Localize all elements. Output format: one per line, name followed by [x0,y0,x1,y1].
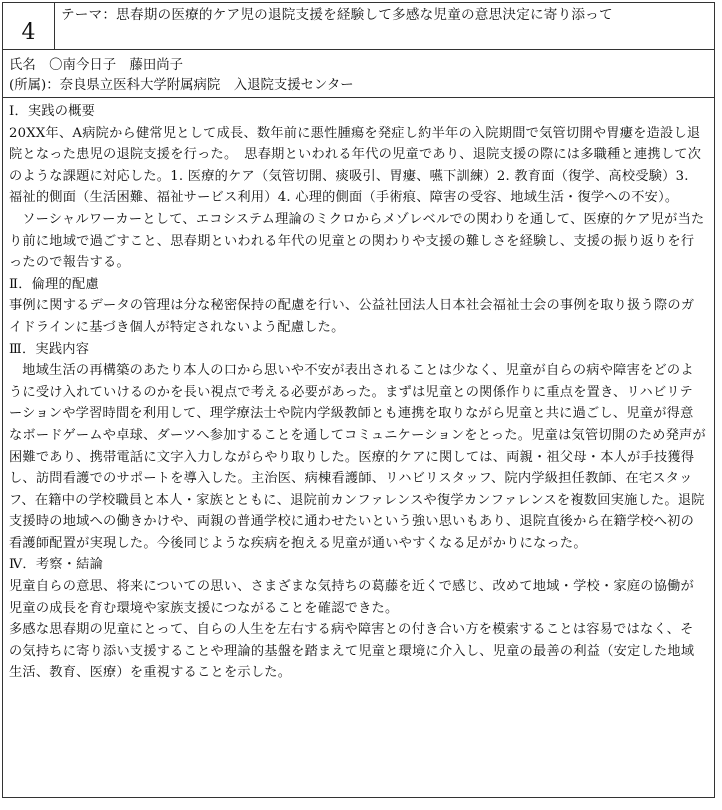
abstract-frame [2,2,715,798]
section-3-heading: Ⅲ．実践内容 [9,341,90,357]
section-1-paragraph-2: ソーシャルワーカーとして、エコシステム理論のミクロからメゾレベルでの関わりを通して、医療的ケア児が当たり前に地域で過ごすこと、思春期といわれる年代の児童との関わりや支援の難しさを経験し、支援の振り返りを行ったので報告する。 [9,211,705,271]
section-3-paragraph-1: 地域生活の再構築のあたり本人の口から思いや不安が表出されることは少なく、児童が自らの病や障害をどのように受け入れていけるのかを長い視点で考える必要があった。まずは児童との関係作りに重点を置き、リハビリテーションや学習時間を利用して、理学療法士や院内学級教師とも連携を取りながら児童と共に過ごし、児童が得意なボードゲームや卓球、ダーツへ参加することを通してコミュニケーションをとった。児童は気管切開のため発声が困難であり、携帯電話に文字入力しながらやり取りした。医療的ケアに関しては、両親・祖父母・本人が手技獲得し、訪問看護でのサポートを導入した。主治医、病棟看護師、リハビリスタッフ、院内学級担任教師、在宅スタッフ、在籍中の学校職員と本人・家族とともに、退院前カンファレンスや復学カンファレンスを複数回実施した。退院支援時の地域への働きかけや、両親の普通学校に通わせたいという強い思いもあり、退院直後から在籍学校へ初の看護師配置が実現した。今後同じような疾病を抱える児童が通いやすくなる足がかりになった。 [9,363,706,551]
section-2-heading: Ⅱ．倫理的配慮 [9,276,99,292]
section-4-heading: Ⅳ．考察・結論 [9,557,104,573]
author-affiliation: (所属)：奈良県立医科大学附属病院 入退院支援センター [9,78,354,93]
theme-title: テーマ：思春期の医療的ケア児の退院支援を経験して多感な児童の意思決定に寄り添って [61,7,613,23]
authors-block [3,50,714,98]
section-4-paragraph-2: 多感な思春期の児童にとって、自らの人生を左右する病や障害との付き合い方を模索することは容易ではなく、その気持ちに寄り添い支援することや理論的基盤を踏まえて児童と環境に介入し、児童の最善の利益（安定した地域生活、教育、医療）を重視することを示した。 [9,622,695,681]
abstract-body [3,98,714,684]
section-1-paragraph-1: 20XX年、A病院から健常児として成長、数年前に悪性腫瘍を発症し約半年の入院期間で気管切開や胃瘻を造設し退院となった患児の退院支援を行った。 思春期といわれる年代の児童であり、退院支援の際には多職種と連携して次のような課題に対応した。1. 医療的ケア（気管切開、痰吸引、胃瘻、嚥下訓練）2. 教育面（復学、高校受験）3. 福祉的側面（生活困難、福祉サービス利用）4. 心理的側面（手術痕、障害の受容、地域生活・復学への不安）。 [9,125,702,206]
section-4-paragraph-1: 児童自らの意思、将来についての思い、さまざまな気持ちの葛藤を近くで感じ、改めて地域・学校・家庭の協働が児童の成長を育む環境や家族支援につながることを確認できた。 [9,579,695,616]
author-names: 氏名 〇南今日子 藤田尚子 [9,58,184,73]
header-row [3,3,714,50]
abstract-number: 4 [3,3,55,49]
section-1-heading: Ⅰ．実践の概要 [9,104,96,119]
section-2-paragraph-1: 事例に関するデータの管理は分な秘密保持の配慮を行い、公益社団法人日本社会福祉士会の事例を取り扱う際のガイドラインに基づき個人が特定されないよう配慮した。 [9,298,695,335]
